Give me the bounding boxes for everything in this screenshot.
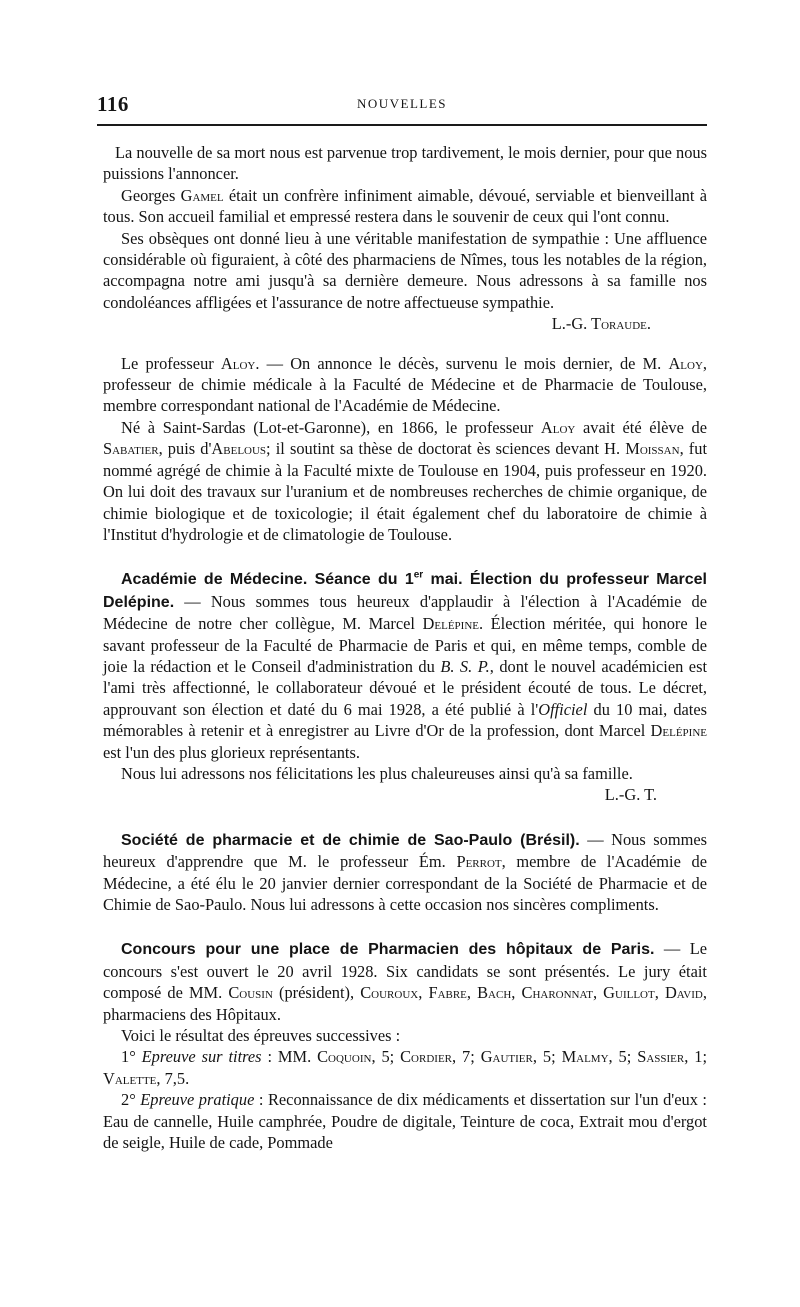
candidate-name: Valette [103, 1068, 157, 1088]
article-body [103, 142, 707, 1153]
person-name: Aloy [668, 353, 703, 373]
text-run: ; il soutint sa thèse de doctorat ès sciences devant H. [266, 439, 626, 459]
text-run: , puis d' [158, 439, 212, 459]
page-header [97, 92, 707, 114]
journal-abbrev: B. S. P. [440, 656, 490, 676]
text-run: Ses obsèques ont donné lieu à une véritable manifestation de sympathie : Une affluence considérable où figuraient, à côté des pharmaciens de Nîmes, tous les notables de la région, accompagna notre ami jusqu'à sa dernière demeure. Nous adressons à sa famille nos condoléances affligées et l'assurance de notre affectueuse sympathie. [103, 228, 707, 312]
epreuve-titres [103, 1046, 707, 1089]
text-run: — Nous sommes tous heureux d'applaudir à l'élection à l'Académie de Médecine de notre cher collègue, M. Marcel [103, 591, 707, 634]
section-heading: Concours pour une place de Pharmacien des hôpitaux de Paris. [121, 941, 655, 959]
academie-paragraph-1 [103, 568, 707, 763]
section-heading: Société de pharmacie et de chimie de Sao-Paulo (Brésil). [121, 831, 580, 849]
text-run: , professeur de chimie médicale à la Faculté de Médecine et de Pharmacie de Toulouse, membre correspondant national de l'Académie de Médecine. [103, 353, 708, 416]
person-name: David [664, 983, 703, 1003]
text-run: , [592, 983, 604, 1003]
text-run: , 7; [452, 1047, 481, 1067]
epreuve-title: Epreuve pratique [140, 1090, 255, 1110]
page-number: 116 [97, 92, 129, 116]
candidate-name: Gautier [480, 1047, 533, 1067]
person-name: Moissan [625, 439, 680, 459]
text-run: 2° [121, 1090, 141, 1110]
gamel-paragraph-3 [103, 228, 707, 334]
aloy-paragraph-1 [103, 353, 707, 417]
person-name: Abelous [211, 439, 267, 459]
text-run: , 5; [371, 1047, 401, 1067]
text-run: Le professeur [121, 353, 221, 373]
text-run: — Nous sommes heureux d'apprendre que M. le professeur Ém. [103, 829, 708, 872]
person-name: Bach [477, 983, 512, 1003]
text-run: , 5; [608, 1047, 638, 1067]
concours-paragraph-1 [103, 938, 707, 1025]
text-run: , [466, 983, 478, 1003]
academie-paragraph-2 [103, 763, 707, 805]
text-run: Georges [121, 185, 181, 205]
gamel-paragraph-1: La nouvelle de sa mort nous est parvenue trop tardivement, le mois dernier, pour que nous puissions l'annoncer. [103, 143, 707, 184]
person-name: Charonnat [521, 983, 593, 1003]
header-rule [97, 124, 707, 126]
gamel-paragraph-2 [103, 185, 707, 228]
text-run: , [511, 983, 522, 1003]
sao-paulo-paragraph [103, 829, 707, 916]
person-name: Couroux [360, 983, 419, 1003]
text-run: Nous lui adressons nos félicitations les plus chaleureuses ainsi qu'à sa famille. [121, 763, 633, 783]
text-run: , pharmaciens des Hôpitaux. [103, 983, 707, 1024]
text-run: avait été élève de [575, 417, 707, 437]
person-name: Fabre [428, 983, 467, 1003]
text-run: : Reconnaissance de dix médicaments et dissertation sur l'un d'eux : Eau de cannelle, Huile camphrée, Poudre de digitale, Teinture de coca, Extrait mou d'ergot de seigle, Huile de cade, Pommade [103, 1090, 707, 1153]
person-name: Sabatier [103, 439, 159, 459]
person-name: Delépine [422, 614, 479, 634]
person-name: Perrot [456, 852, 502, 872]
candidate-name: Cordier [400, 1047, 453, 1067]
text-run: , membre de l'Académie de Médecine, a été élu le 20 janvier dernier correspondant de la Société de Pharmacie et de Chimie de Sao-Paulo. Nous lui adressons à cette occasion nos sincères compliments. [103, 852, 708, 914]
text-run: 1° [121, 1047, 142, 1067]
candidate-name: Malmy [561, 1047, 609, 1067]
text-run: , [654, 983, 665, 1003]
text-run: — Le concours s'est ouvert le 20 avril 1928. Six candidats se sont présentés. Le jury était composé de MM. [103, 939, 707, 1003]
text-run: , 5; [532, 1047, 562, 1067]
text-run: . — On annonce le décès, survenu le mois dernier, de M. [255, 353, 669, 373]
concours-paragraph-2: Voici le résultat des épreuves successives : [121, 1026, 401, 1046]
text-run: Né à Saint-Sardas (Lot-et-Garonne), en 1866, le professeur [121, 417, 541, 437]
person-name: Cousin [228, 983, 273, 1003]
text-run: , 1; [684, 1047, 707, 1067]
text-run: du 10 mai, dates mémorables à retenir et à enregistrer au Livre d'Or de la profession, dont Marcel [103, 699, 708, 741]
signature: L.-G. T. [604, 785, 657, 805]
person-name: Gamel [180, 185, 224, 205]
text-run: était un confrère infiniment aimable, dévoué, serviable et bienveillant à tous. Son accueil familial et empressé restera dans le souvenir de ceux qui l'ont connu. [103, 185, 707, 227]
person-name: Aloy [220, 353, 256, 373]
text-run: (président), [272, 983, 361, 1003]
text-run: est l'un des plus glorieux représentants. [103, 742, 360, 762]
epreuve-title: Epreuve sur titres [141, 1047, 262, 1067]
person-name: Delépine [650, 721, 707, 741]
heading-run: Académie de Médecine. Séance du 1 [121, 571, 414, 589]
superscript: er [413, 569, 424, 581]
heading-run: mai. Élection du professeur Marcel Delépine. [103, 571, 707, 611]
person-name: Guillot [603, 983, 655, 1003]
candidate-name: Coquoin [317, 1047, 372, 1067]
text-run: , [418, 983, 429, 1003]
signature: L.-G. Toraude. [551, 314, 651, 334]
text-run: , 7,5. [156, 1068, 190, 1088]
publication-name: Officiel [538, 699, 588, 719]
epreuve-pratique [103, 1089, 707, 1153]
candidate-name: Sassier [637, 1047, 685, 1067]
text-run: , dont le nouvel académicien est l'ami très affectionné, le collaborateur dévoué et le président écouté de tous. Le décret, approuvant son élection et daté du 6 mai 1928, a été publié à l' [103, 656, 707, 719]
text-run: , fut nommé agrégé de chimie à la Faculté mixte de Toulouse en 1904, puis professeur en 1920. On lui doit des travaux sur l'uranium et de nombreuses recherches de chimie organique, de chimie biologique et de toxicologie; il était également chef du laboratoire de chimie à l'Institut d'hydrologie et de climatologie de Toulouse. [103, 439, 708, 544]
text-run: : MM. [261, 1047, 318, 1067]
running-title: NOUVELLES [356, 96, 448, 111]
aloy-paragraph-2 [103, 417, 707, 545]
text-run: . Élection méritée, qui honore le savant professeur de la Faculté de Pharmacie de Paris et qui, en même temps, comble de joie la rédaction et le Conseil d'administration du [103, 614, 707, 676]
person-name: Aloy [540, 417, 576, 437]
